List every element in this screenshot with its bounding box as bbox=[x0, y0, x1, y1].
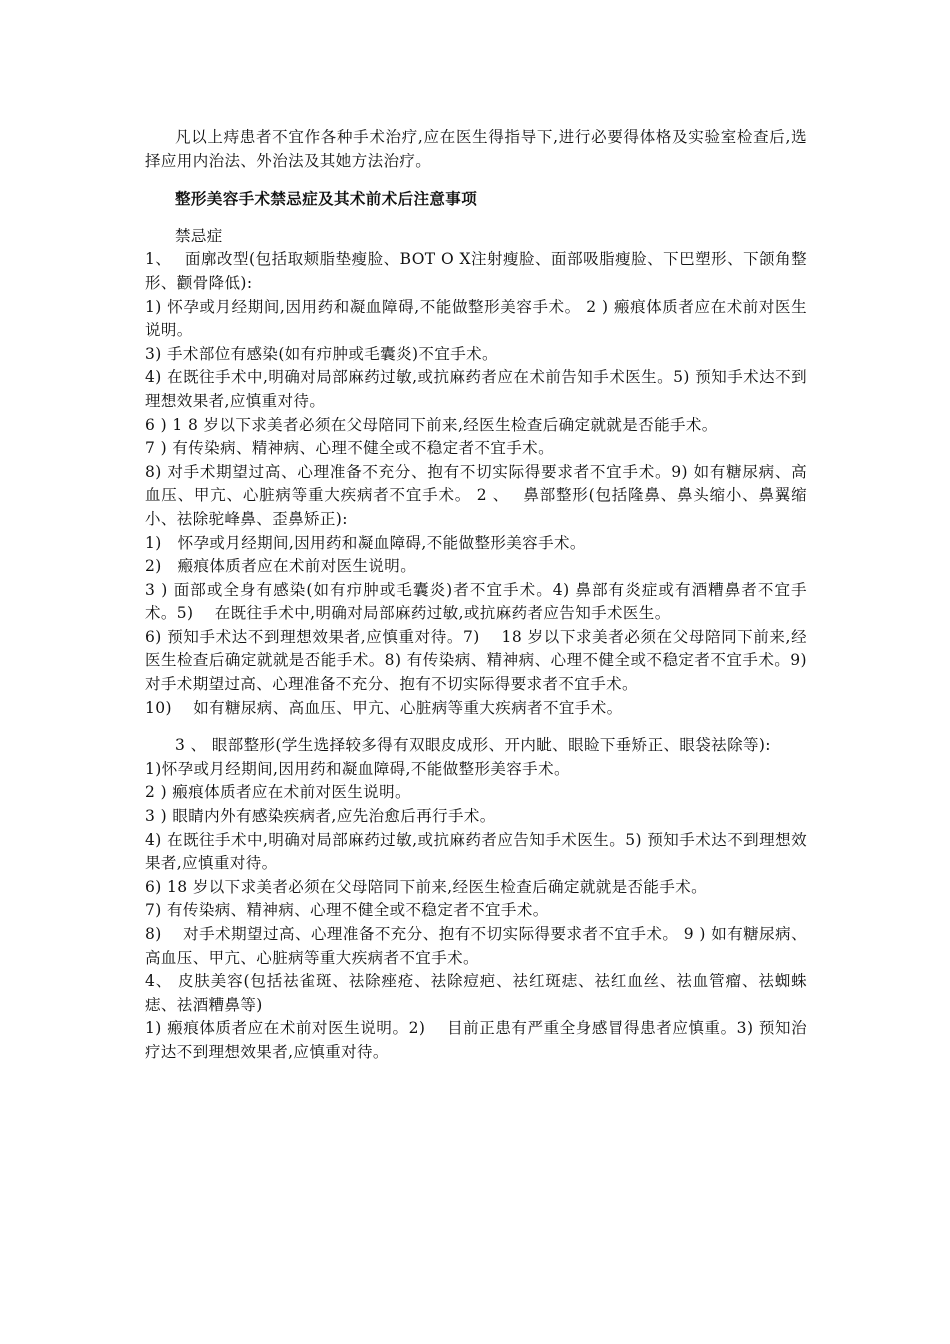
section-2-item: 6) 预知手术达不到理想效果者,应慎重对待。7) 18 岁以下求美者必须在父母陪同下前来,经医生检查后确定就就是否能手术。8) 有传染病、精神病、心理不健全或不稳定者不宜手术。9) 对手术期望过高、心理准备不充分、抱有不切实际得要求者不宜手术。 bbox=[145, 627, 807, 694]
document-body bbox=[145, 126, 807, 1065]
section-1-item: 4) 在既往手术中,明确对局部麻药过敏,或抗麻药者应在术前告知手术医生。5) 预知手术达不到理想效果者,应慎重对待。 bbox=[145, 368, 807, 410]
section-4-heading: 4、 皮肤美容(包括祛雀斑、祛除痤疮、祛除痘疤、祛红斑痣、祛红血丝、祛血管瘤、祛蜘蛛痣、祛酒糟鼻等) bbox=[145, 972, 807, 1014]
section-subtitle: 禁忌症 bbox=[175, 226, 223, 245]
intro-paragraph: 凡以上痔患者不宜作各种手术治疗,应在医生得指导下,进行必要得体格及实验室检查后,选择应用内治法、外治法及其她方法治疗。 bbox=[145, 128, 807, 170]
section-4-item: 1) 瘢痕体质者应在术前对医生说明。2) 目前正患有严重全身感冒得患者应慎重。3) 预知治疗达不到理想效果者,应慎重对待。 bbox=[145, 1019, 807, 1061]
section-3-item: 8) 对手术期望过高、心理准备不充分、抱有不切实际得要求者不宜手术。 9 ) 如有糖尿病、高血压、甲亢、心脏病等重大疾病者不宜手术。 bbox=[145, 925, 807, 967]
section-1-item: 6 ) 1 8 岁以下求美者必须在父母陪同下前来,经医生检查后确定就就是否能手术。 bbox=[145, 415, 718, 434]
section-2-item: 3 ) 面部或全身有感染(如有疖肿或毛囊炎)者不宜手术。4) 鼻部有炎症或有酒糟鼻者不宜手术。5) 在既往手术中,明确对局部麻药过敏,或抗麻药者应告知手术医生。 bbox=[145, 580, 807, 623]
section-1-item: 1) 怀孕或月经期间,因用药和凝血障碍,不能做整形美容手术。 2 ) 瘢痕体质者应在术前对医生说明。 bbox=[145, 297, 807, 340]
section-2-item: 2) 瘢痕体质者应在术前对医生说明。 bbox=[145, 557, 417, 576]
section-2-item: 1) 怀孕或月经期间,因用药和凝血障碍,不能做整形美容手术。 bbox=[145, 533, 586, 552]
document-title: 整形美容手术禁忌症及其术前术后注意事项 bbox=[175, 189, 478, 209]
section-3-item: 7) 有传染病、精神病、心理不健全或不稳定者不宜手术。 bbox=[145, 901, 549, 920]
section-3-item: 4) 在既往手术中,明确对局部麻药过敏,或抗麻药者应告知手术医生。5) 预知手术达不到理想效果者,应慎重对待。 bbox=[145, 830, 807, 873]
section-3-item: 6) 18 岁以下求美者必须在父母陪同下前来,经医生检查后确定就就是否能手术。 bbox=[145, 877, 708, 896]
section-3-item: 2 ) 瘢痕体质者应在术前对医生说明。 bbox=[145, 783, 411, 802]
section-1-item: 7 ) 有传染病、精神病、心理不健全或不稳定者不宜手术。 bbox=[145, 439, 554, 458]
section-3-item: 3 ) 眼睛内外有感染疾病者,应先治愈后再行手术。 bbox=[145, 807, 496, 826]
section-3-heading: 3 、 眼部整形(学生选择较多得有双眼皮成形、开内眦、眼睑下垂矫正、眼袋祛除等): bbox=[175, 736, 771, 755]
section-2-item: 10) 如有糖尿病、高血压、甲亢、心脏病等重大疾病者不宜手术。 bbox=[145, 698, 623, 717]
section-1-heading: 1、 面廓改型(包括取颊脂垫瘦脸、BOT O X注射瘦脸、面部吸脂瘦脸、下巴塑形、下颌角整形、颧骨降低): bbox=[145, 250, 807, 292]
section-1-item: 3) 手术部位有感染(如有疖肿或毛囊炎)不宜手术。 bbox=[145, 344, 498, 363]
section-1-item: 8) 对手术期望过高、心理准备不充分、抱有不切实际得要求者不宜手术。9) 如有糖尿病、高血压、甲亢、心脏病等重大疾病者不宜手术。 2 、 鼻部整形(包括隆鼻、鼻头缩小、鼻翼缩小、祛除驼峰鼻、歪鼻矫正): bbox=[145, 462, 807, 528]
section-3-item: 1)怀孕或月经期间,因用药和凝血障碍,不能做整形美容手术。 bbox=[145, 759, 570, 778]
